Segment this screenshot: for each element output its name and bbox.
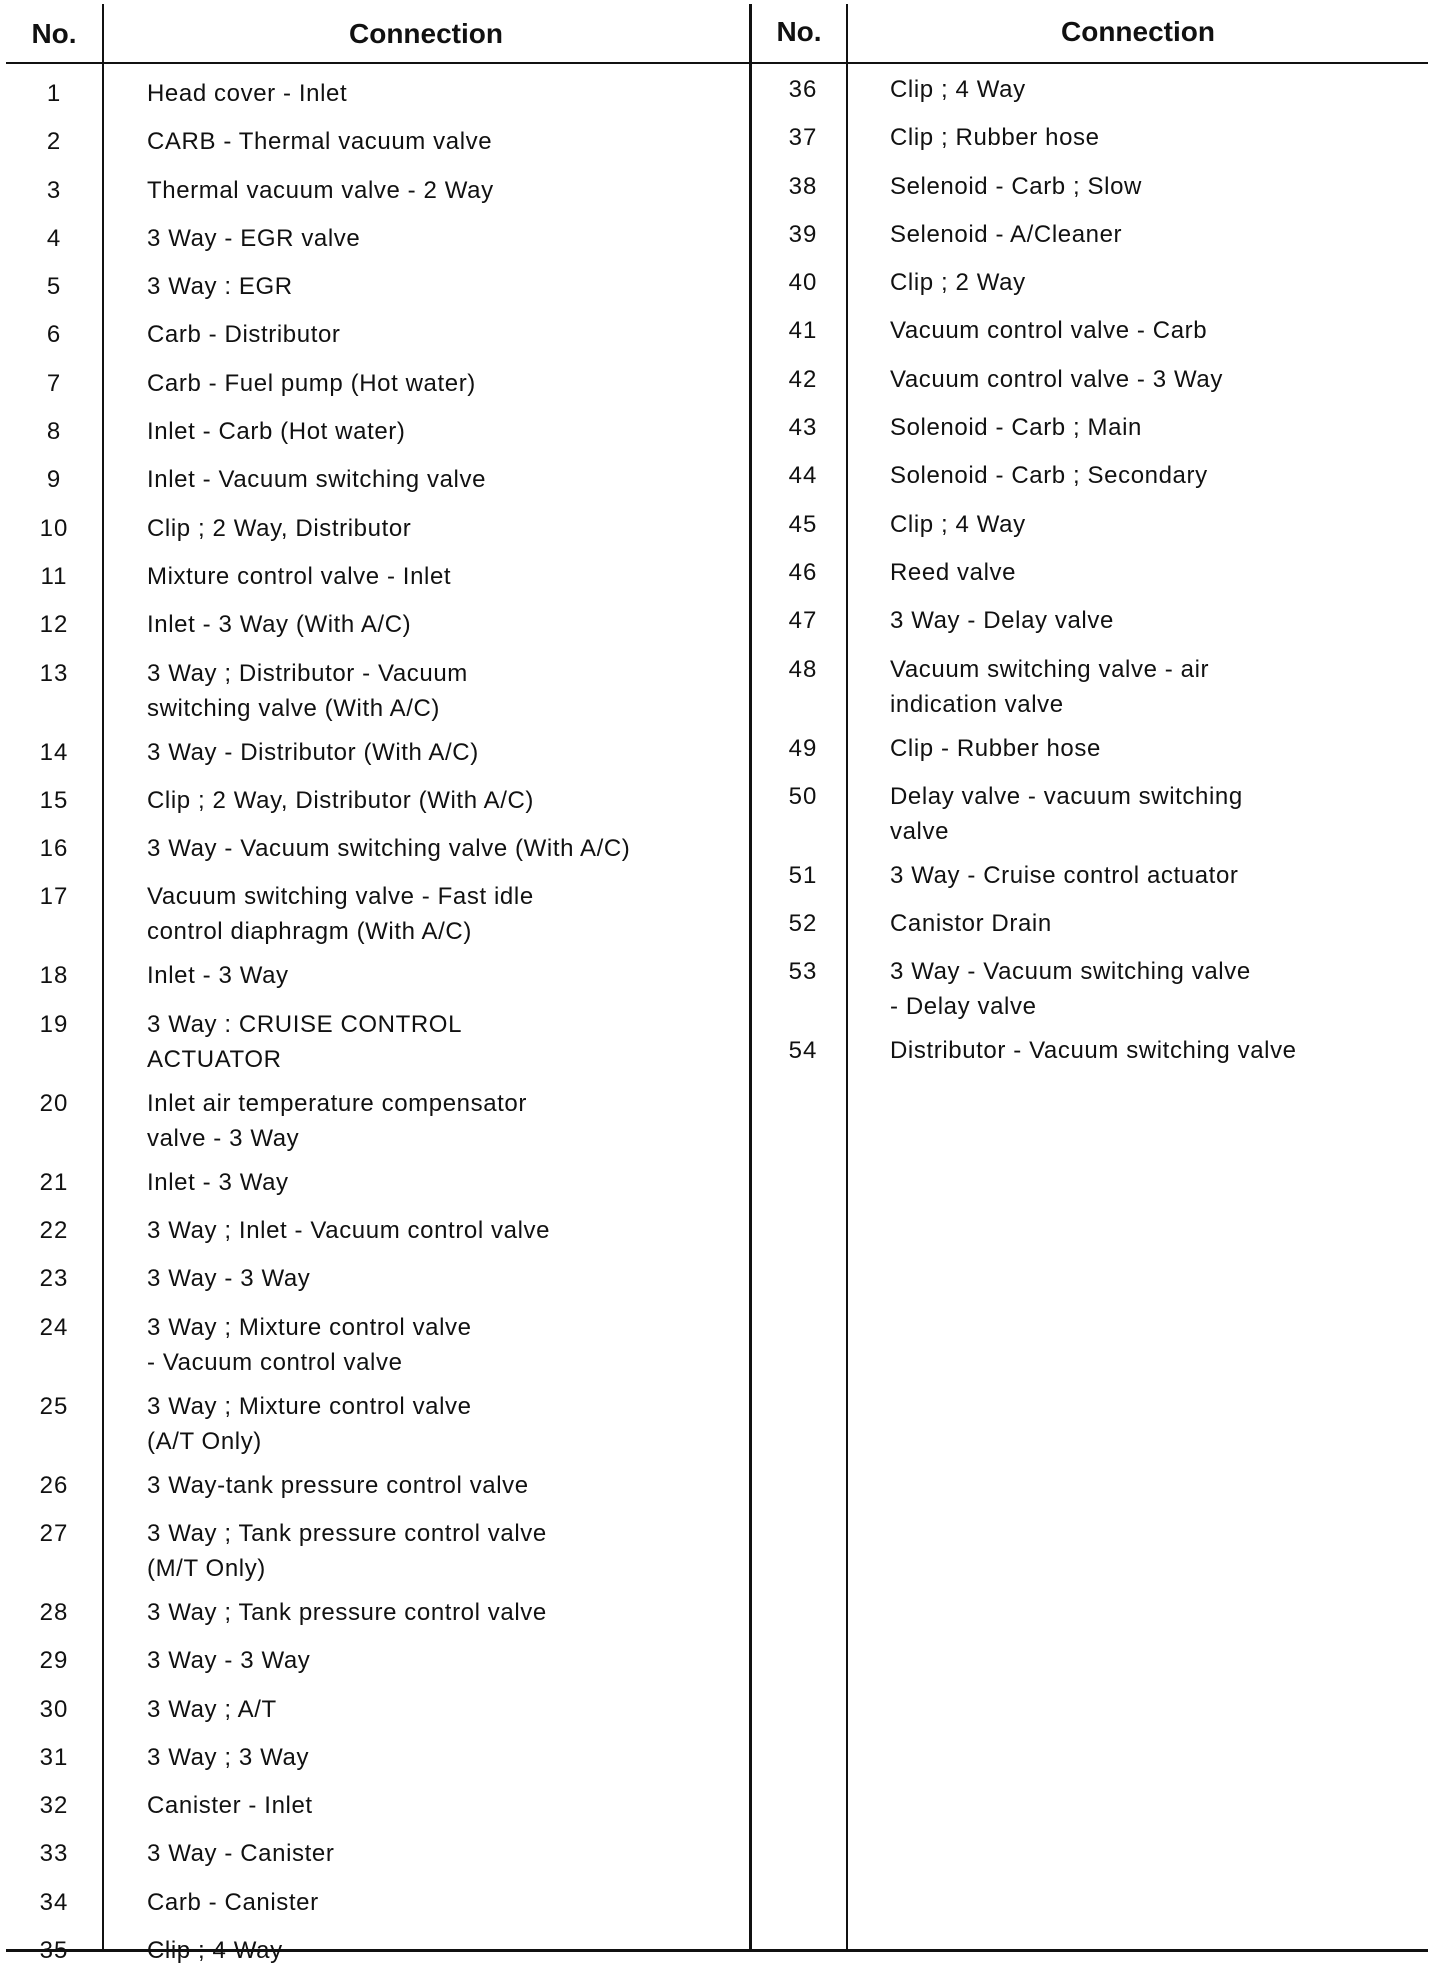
- row-connection: 3 Way ; A/T: [147, 1695, 277, 1723]
- table-row: [6, 223, 746, 256]
- row-connection: Inlet air temperature compensator valve - 3 Way: [147, 1089, 527, 1152]
- row-connection: Head cover - Inlet: [147, 80, 348, 107]
- row-connection: Inlet - 3 Way (With A/C): [147, 611, 412, 639]
- row-connection: Vacuum control valve - Carb: [890, 317, 1208, 345]
- row-number: 40: [788, 269, 818, 297]
- row-number: 26: [39, 1471, 69, 1499]
- row-number: 9: [46, 466, 62, 494]
- table-row: [6, 881, 746, 949]
- row-connection: Inlet - Carb (Hot water): [147, 418, 406, 446]
- table-row: [6, 658, 746, 726]
- row-connection: 3 Way - 3 Way: [147, 1265, 311, 1293]
- table-row: [6, 1215, 746, 1248]
- table-row: [6, 271, 746, 304]
- row-connection: 3 Way - Vacuum switching valve - Delay valve: [890, 958, 1251, 1021]
- row-connection: 3 Way - Distributor (With A/C): [147, 738, 479, 766]
- table-row: [6, 1645, 746, 1678]
- table-row: [6, 1790, 746, 1823]
- row-number: 2: [46, 128, 62, 156]
- row-number: 23: [39, 1265, 69, 1293]
- header-rule: [6, 62, 1428, 64]
- table-row: [752, 605, 1428, 638]
- table-row: [752, 781, 1428, 849]
- row-connection: Clip ; 4 Way: [890, 76, 1026, 103]
- table-row: [6, 1838, 746, 1871]
- row-connection: Clip - Rubber hose: [890, 734, 1101, 762]
- table-row: [752, 412, 1428, 445]
- table-row: [6, 1518, 746, 1586]
- header-no-right: No.: [776, 16, 822, 47]
- row-number: 29: [39, 1647, 69, 1675]
- table-row: [6, 464, 746, 497]
- table-row: [6, 1935, 746, 1968]
- row-number: 7: [46, 369, 62, 397]
- row-connection: Canister - Inlet: [147, 1792, 313, 1820]
- row-connection: Delay valve - vacuum switching valve: [890, 782, 1243, 845]
- row-connection: Clip ; 4 Way: [147, 1937, 283, 1965]
- row-number: 51: [788, 861, 818, 889]
- row-number: 49: [788, 734, 818, 762]
- row-connection: 3 Way - Cruise control actuator: [890, 861, 1239, 889]
- row-connection: 3 Way-tank pressure control valve: [147, 1471, 529, 1499]
- table-row: [6, 416, 746, 449]
- row-number: 11: [40, 562, 68, 590]
- table-row: [752, 460, 1428, 493]
- row-number: 38: [788, 172, 818, 200]
- table-row: [752, 315, 1428, 348]
- table-row: [752, 509, 1428, 542]
- table-row: [6, 368, 746, 401]
- right-column: [752, 74, 1428, 1084]
- row-number: 25: [39, 1392, 69, 1420]
- row-number: 32: [39, 1792, 69, 1820]
- row-connection: Clip ; 2 Way: [890, 269, 1026, 297]
- row-number: 44: [788, 462, 818, 490]
- table-row: [6, 737, 746, 770]
- row-connection: Carb - Canister: [147, 1888, 319, 1916]
- row-number: 46: [788, 558, 818, 586]
- row-connection: CARB - Thermal vacuum valve: [147, 128, 493, 156]
- row-number: 37: [788, 124, 818, 152]
- table-row: [752, 1035, 1428, 1068]
- row-number: 30: [39, 1695, 69, 1723]
- row-connection: Canistor Drain: [890, 910, 1052, 938]
- row-connection: Vacuum switching valve - Fast idle control diaphragm (With A/C): [147, 883, 534, 946]
- row-number: 50: [788, 782, 818, 810]
- row-connection: Solenoid - Carb ; Main: [890, 414, 1142, 442]
- row-number: 28: [39, 1598, 69, 1626]
- row-connection: 3 Way - EGR valve: [147, 224, 361, 252]
- table-row: [6, 78, 746, 111]
- row-number: 4: [46, 224, 62, 252]
- row-connection: Reed valve: [890, 558, 1017, 586]
- row-number: 8: [46, 418, 62, 446]
- row-number: 14: [39, 738, 69, 766]
- row-number: 6: [46, 321, 62, 349]
- row-connection: Clip ; 4 Way: [890, 510, 1026, 538]
- row-number: 3: [46, 176, 62, 204]
- row-connection: Clip ; 2 Way, Distributor: [147, 514, 412, 542]
- table-row: [6, 833, 746, 866]
- table-row: [6, 319, 746, 352]
- table-row: [6, 126, 746, 159]
- row-number: 16: [39, 835, 69, 863]
- table-row: [752, 267, 1428, 300]
- row-number: 31: [39, 1743, 69, 1771]
- table-row: [752, 219, 1428, 252]
- row-connection: 3 Way - Vacuum switching valve (With A/C): [147, 835, 631, 863]
- row-number: 22: [39, 1217, 69, 1245]
- table-row: [6, 1597, 746, 1630]
- row-connection: Carb - Fuel pump (Hot water): [147, 369, 476, 397]
- table-row: [6, 1312, 746, 1380]
- row-number: 52: [788, 910, 818, 938]
- table-row: [752, 557, 1428, 590]
- row-connection: 3 Way - 3 Way: [147, 1647, 311, 1675]
- table-row: [752, 74, 1428, 107]
- row-number: 5: [46, 273, 62, 301]
- row-number: 13: [39, 659, 69, 687]
- row-number: 20: [39, 1089, 69, 1117]
- table-row: [752, 908, 1428, 941]
- row-number: 53: [788, 958, 818, 986]
- table-row: [6, 1009, 746, 1077]
- header-no-left: No.: [31, 18, 77, 49]
- row-number: 27: [39, 1519, 69, 1547]
- row-number: 34: [39, 1888, 69, 1916]
- row-number: 45: [788, 510, 818, 538]
- row-connection: Solenoid - Carb ; Secondary: [890, 462, 1208, 490]
- row-connection: 3 Way - Canister: [147, 1840, 335, 1868]
- row-number: 36: [788, 76, 818, 103]
- row-connection: Vacuum switching valve - air indication valve: [890, 655, 1210, 718]
- row-number: 10: [39, 514, 69, 542]
- table-row: [752, 171, 1428, 204]
- header-connection-right: Connection: [1061, 16, 1215, 47]
- row-connection: 3 Way ; Distributor - Vacuum switching valve (With A/C): [147, 659, 468, 722]
- left-column: [6, 78, 746, 1983]
- table-row: [6, 1167, 746, 1200]
- row-connection: Inlet - 3 Way: [147, 962, 289, 990]
- row-number: 24: [39, 1313, 69, 1341]
- row-connection: Carb - Distributor: [147, 321, 341, 349]
- table-row: [6, 561, 746, 594]
- table-row: [6, 785, 746, 818]
- table-row: [752, 956, 1428, 1024]
- table-row: [752, 733, 1428, 766]
- table-row: [752, 860, 1428, 893]
- table-row: [6, 1391, 746, 1459]
- row-number: 54: [788, 1037, 818, 1065]
- row-connection: 3 Way ; Mixture control valve - Vacuum control valve: [147, 1313, 472, 1376]
- row-number: 39: [788, 220, 818, 248]
- row-number: 15: [39, 786, 69, 814]
- row-connection: Distributor - Vacuum switching valve: [890, 1037, 1297, 1065]
- row-number: 48: [788, 655, 818, 683]
- row-connection: Vacuum control valve - 3 Way: [890, 365, 1223, 393]
- row-connection: 3 Way : CRUISE CONTROL ACTUATOR: [147, 1010, 463, 1073]
- table-row: [6, 960, 746, 993]
- row-connection: Thermal vacuum valve - 2 Way: [147, 176, 494, 204]
- row-number: 21: [39, 1168, 69, 1196]
- row-number: 43: [788, 414, 818, 442]
- table-row: [752, 654, 1428, 722]
- row-number: 18: [39, 962, 69, 990]
- row-connection: 3 Way ; 3 Way: [147, 1743, 310, 1771]
- row-connection: 3 Way ; Inlet - Vacuum control valve: [147, 1217, 551, 1245]
- row-connection: Inlet - Vacuum switching valve: [147, 466, 487, 494]
- row-number: 47: [788, 607, 818, 635]
- row-number: 41: [788, 317, 818, 345]
- table-row: [6, 1470, 746, 1503]
- row-connection: 3 Way - Delay valve: [890, 607, 1114, 635]
- row-connection: 3 Way ; Tank pressure control valve: [147, 1598, 547, 1626]
- connection-table: [6, 4, 1428, 1965]
- table-row: [6, 1088, 746, 1156]
- row-connection: Selenoid - Carb ; Slow: [890, 172, 1142, 200]
- table-row: [752, 122, 1428, 155]
- table-row: [6, 1887, 746, 1920]
- table-row: [6, 609, 746, 642]
- row-connection: 3 Way ; Mixture control valve (A/T Only): [147, 1392, 472, 1455]
- table-row: [6, 1694, 746, 1727]
- table-row: [6, 513, 746, 546]
- row-connection: Inlet - 3 Way: [147, 1168, 289, 1196]
- table-row: [6, 175, 746, 208]
- row-number: 1: [46, 80, 62, 107]
- row-number: 33: [39, 1840, 69, 1868]
- table-row: [6, 1263, 746, 1296]
- row-connection: 3 Way : EGR: [147, 273, 293, 301]
- table-row: [6, 1742, 746, 1775]
- row-number: 19: [39, 1010, 69, 1038]
- row-number: 42: [788, 365, 818, 393]
- row-connection: Mixture control valve - Inlet: [147, 562, 452, 590]
- table-row: [752, 364, 1428, 397]
- row-connection: Clip ; 2 Way, Distributor (With A/C): [147, 786, 534, 814]
- header-connection-left: Connection: [349, 18, 503, 49]
- row-connection: 3 Way ; Tank pressure control valve (M/T Only): [147, 1519, 547, 1582]
- row-number: 12: [39, 611, 69, 639]
- row-connection: Selenoid - A/Cleaner: [890, 220, 1123, 248]
- row-number: 35: [39, 1937, 69, 1965]
- row-connection: Clip ; Rubber hose: [890, 124, 1100, 152]
- row-number: 17: [39, 883, 69, 911]
